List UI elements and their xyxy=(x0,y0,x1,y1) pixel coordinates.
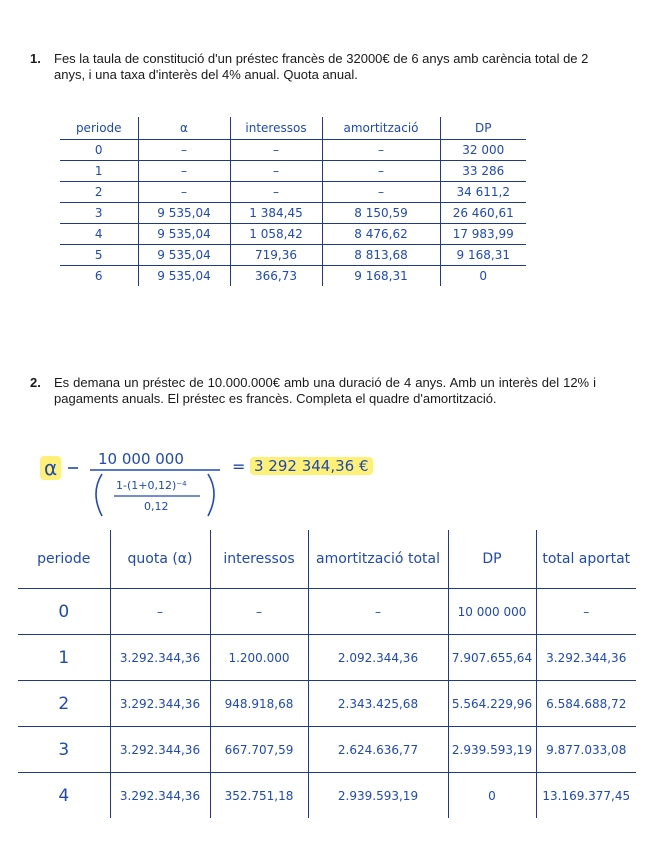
cell-dp: 26 460,61 xyxy=(440,203,526,224)
column-header-dp: DP xyxy=(440,117,526,140)
cell-alpha: – xyxy=(138,140,230,161)
cell-alpha: 9 535,04 xyxy=(138,245,230,266)
cell-quota: 3.292.344,36 xyxy=(110,773,210,819)
cell-interessos: 352.751,18 xyxy=(210,773,308,819)
cell-interessos: 1 058,42 xyxy=(230,224,322,245)
cell-periode: 0 xyxy=(60,140,138,161)
cell-dp: 0 xyxy=(479,269,488,283)
cell-periode: 0 xyxy=(18,589,110,635)
table-row xyxy=(60,224,526,245)
cell-alpha: 9 535,04 xyxy=(138,266,230,287)
cell-interessos: 366,73 xyxy=(230,266,322,287)
cell-dp: 32 000 xyxy=(440,140,526,161)
cell-dp: 7.907.655,64 xyxy=(448,635,536,681)
column-header-quota: quota (α) xyxy=(110,530,210,589)
table-row xyxy=(18,681,636,727)
cell-dp: 2.939.593,19 xyxy=(448,727,536,773)
column-header-amortitzacio: amortització xyxy=(322,117,440,140)
formula-equals: = xyxy=(232,457,246,476)
cell-quota: 3.292.344,36 xyxy=(110,681,210,727)
cell-total-aportat: 9.877.033,08 xyxy=(536,727,636,773)
cell-interessos: 719,36 xyxy=(230,245,322,266)
formula-numerator: 10 000 000 xyxy=(98,450,184,468)
cell-periode: 6 xyxy=(60,266,138,287)
cell-amortitzacio: 8 813,68 xyxy=(322,245,440,266)
table-row xyxy=(60,140,526,161)
column-header-dp: DP xyxy=(448,530,536,589)
problem-1-statement: Fes la taula de constitució d'un préstec francès de 32000€ de 6 anys amb carència total de 2 anys, i una taxa d'interès del 4% anual. Quota anual. xyxy=(54,51,589,82)
table-row xyxy=(18,773,636,819)
cell-dp: 9 168,31 xyxy=(440,245,526,266)
cell-periode: 2 xyxy=(18,681,110,727)
alpha-symbol: α xyxy=(40,456,61,480)
cell-amortitzacio: – xyxy=(322,161,440,182)
table-row xyxy=(60,203,526,224)
table-row xyxy=(60,182,526,203)
formula-result: 3 292 344,36 € xyxy=(250,457,373,475)
cell-dp: 10 000 000 xyxy=(448,589,536,635)
table-row xyxy=(18,635,636,681)
cell-alpha: – xyxy=(138,161,230,182)
column-header-periode: periode xyxy=(18,530,110,589)
cell-alpha: 9 535,04 xyxy=(138,203,230,224)
cell-periode: 3 xyxy=(60,203,138,224)
column-header-interessos: interessos xyxy=(230,117,322,140)
cell-quota: 3.292.344,36 xyxy=(110,635,210,681)
header-row xyxy=(18,530,636,589)
cell-interessos: – xyxy=(230,140,322,161)
cell-total-aportat: 3.292.344,36 xyxy=(536,635,636,681)
cell-amortitzacio: 8 150,59 xyxy=(322,203,440,224)
table-row xyxy=(60,245,526,266)
formula-inner-numerator: 1-(1+0,12)⁻⁴ xyxy=(116,479,187,492)
cell-periode: 1 xyxy=(18,635,110,681)
cell-total-aportat: 6.584.688,72 xyxy=(536,681,636,727)
problem-2-number: 2. xyxy=(30,375,41,390)
cell-interessos: 948.918,68 xyxy=(210,681,308,727)
cell-periode: 2 xyxy=(60,182,138,203)
cell-dp: 17 983,99 xyxy=(440,224,526,245)
cell-dp: 5.564.229,96 xyxy=(448,681,536,727)
problem-2-statement: Es demana un préstec de 10.000.000€ amb una duració de 4 anys. Amb un interès del 12% i pagaments anuals. El préstec es francès. Completa el quadre d'amortització. xyxy=(54,375,596,406)
loan-table-2 xyxy=(18,530,636,818)
cell-amortitzacio: – xyxy=(322,182,440,203)
cell-alpha: 9 535,04 xyxy=(138,224,230,245)
cell-interessos: – xyxy=(230,161,322,182)
column-header-total-aportat: total aportat xyxy=(536,530,636,589)
column-header-amortitzacio-total: amortització total xyxy=(308,530,448,589)
table-row xyxy=(18,589,636,635)
cell-periode: 3 xyxy=(18,727,110,773)
table-row xyxy=(60,161,526,182)
cell-amortitzacio-total: 2.939.593,19 xyxy=(308,773,448,819)
cell-dp: 33 286 xyxy=(440,161,526,182)
cell-interessos: 1 384,45 xyxy=(230,203,322,224)
column-header-periode: periode xyxy=(60,117,138,140)
alpha-formula xyxy=(40,448,460,520)
cell-amortitzacio-total: 2.343.425,68 xyxy=(308,681,448,727)
column-header-alpha: α xyxy=(138,117,230,140)
cell-total-aportat: – xyxy=(536,589,636,635)
cell-quota: 3.292.344,36 xyxy=(110,727,210,773)
cell-total-aportat: 13.169.377,45 xyxy=(542,788,631,803)
cell-periode: 1 xyxy=(60,161,138,182)
header-row xyxy=(60,117,526,140)
problem-1-number: 1. xyxy=(30,51,41,66)
cell-amortitzacio-total: 2.092.344,36 xyxy=(308,635,448,681)
loan-table-1 xyxy=(60,117,526,286)
cell-periode: 5 xyxy=(60,245,138,266)
cell-amortitzacio: 9 168,31 xyxy=(322,266,440,287)
cell-periode: 4 xyxy=(18,773,110,819)
table-row xyxy=(18,727,636,773)
cell-interessos: – xyxy=(230,182,322,203)
table-row xyxy=(60,266,526,287)
formula-inner-denominator: 0,12 xyxy=(144,500,169,513)
cell-amortitzacio: 8 476,62 xyxy=(322,224,440,245)
cell-interessos: 667.707,59 xyxy=(210,727,308,773)
cell-periode: 4 xyxy=(60,224,138,245)
column-header-interessos: interessos xyxy=(210,530,308,589)
cell-quota: – xyxy=(110,589,210,635)
cell-amortitzacio-total: 2.624.636,77 xyxy=(308,727,448,773)
cell-dp: 0 xyxy=(448,773,536,819)
cell-amortitzacio: – xyxy=(322,140,440,161)
cell-interessos: – xyxy=(210,589,308,635)
cell-alpha: – xyxy=(138,182,230,203)
cell-interessos: 1.200.000 xyxy=(210,635,308,681)
cell-amortitzacio-total: – xyxy=(308,589,448,635)
cell-dp: 34 611,2 xyxy=(440,182,526,203)
